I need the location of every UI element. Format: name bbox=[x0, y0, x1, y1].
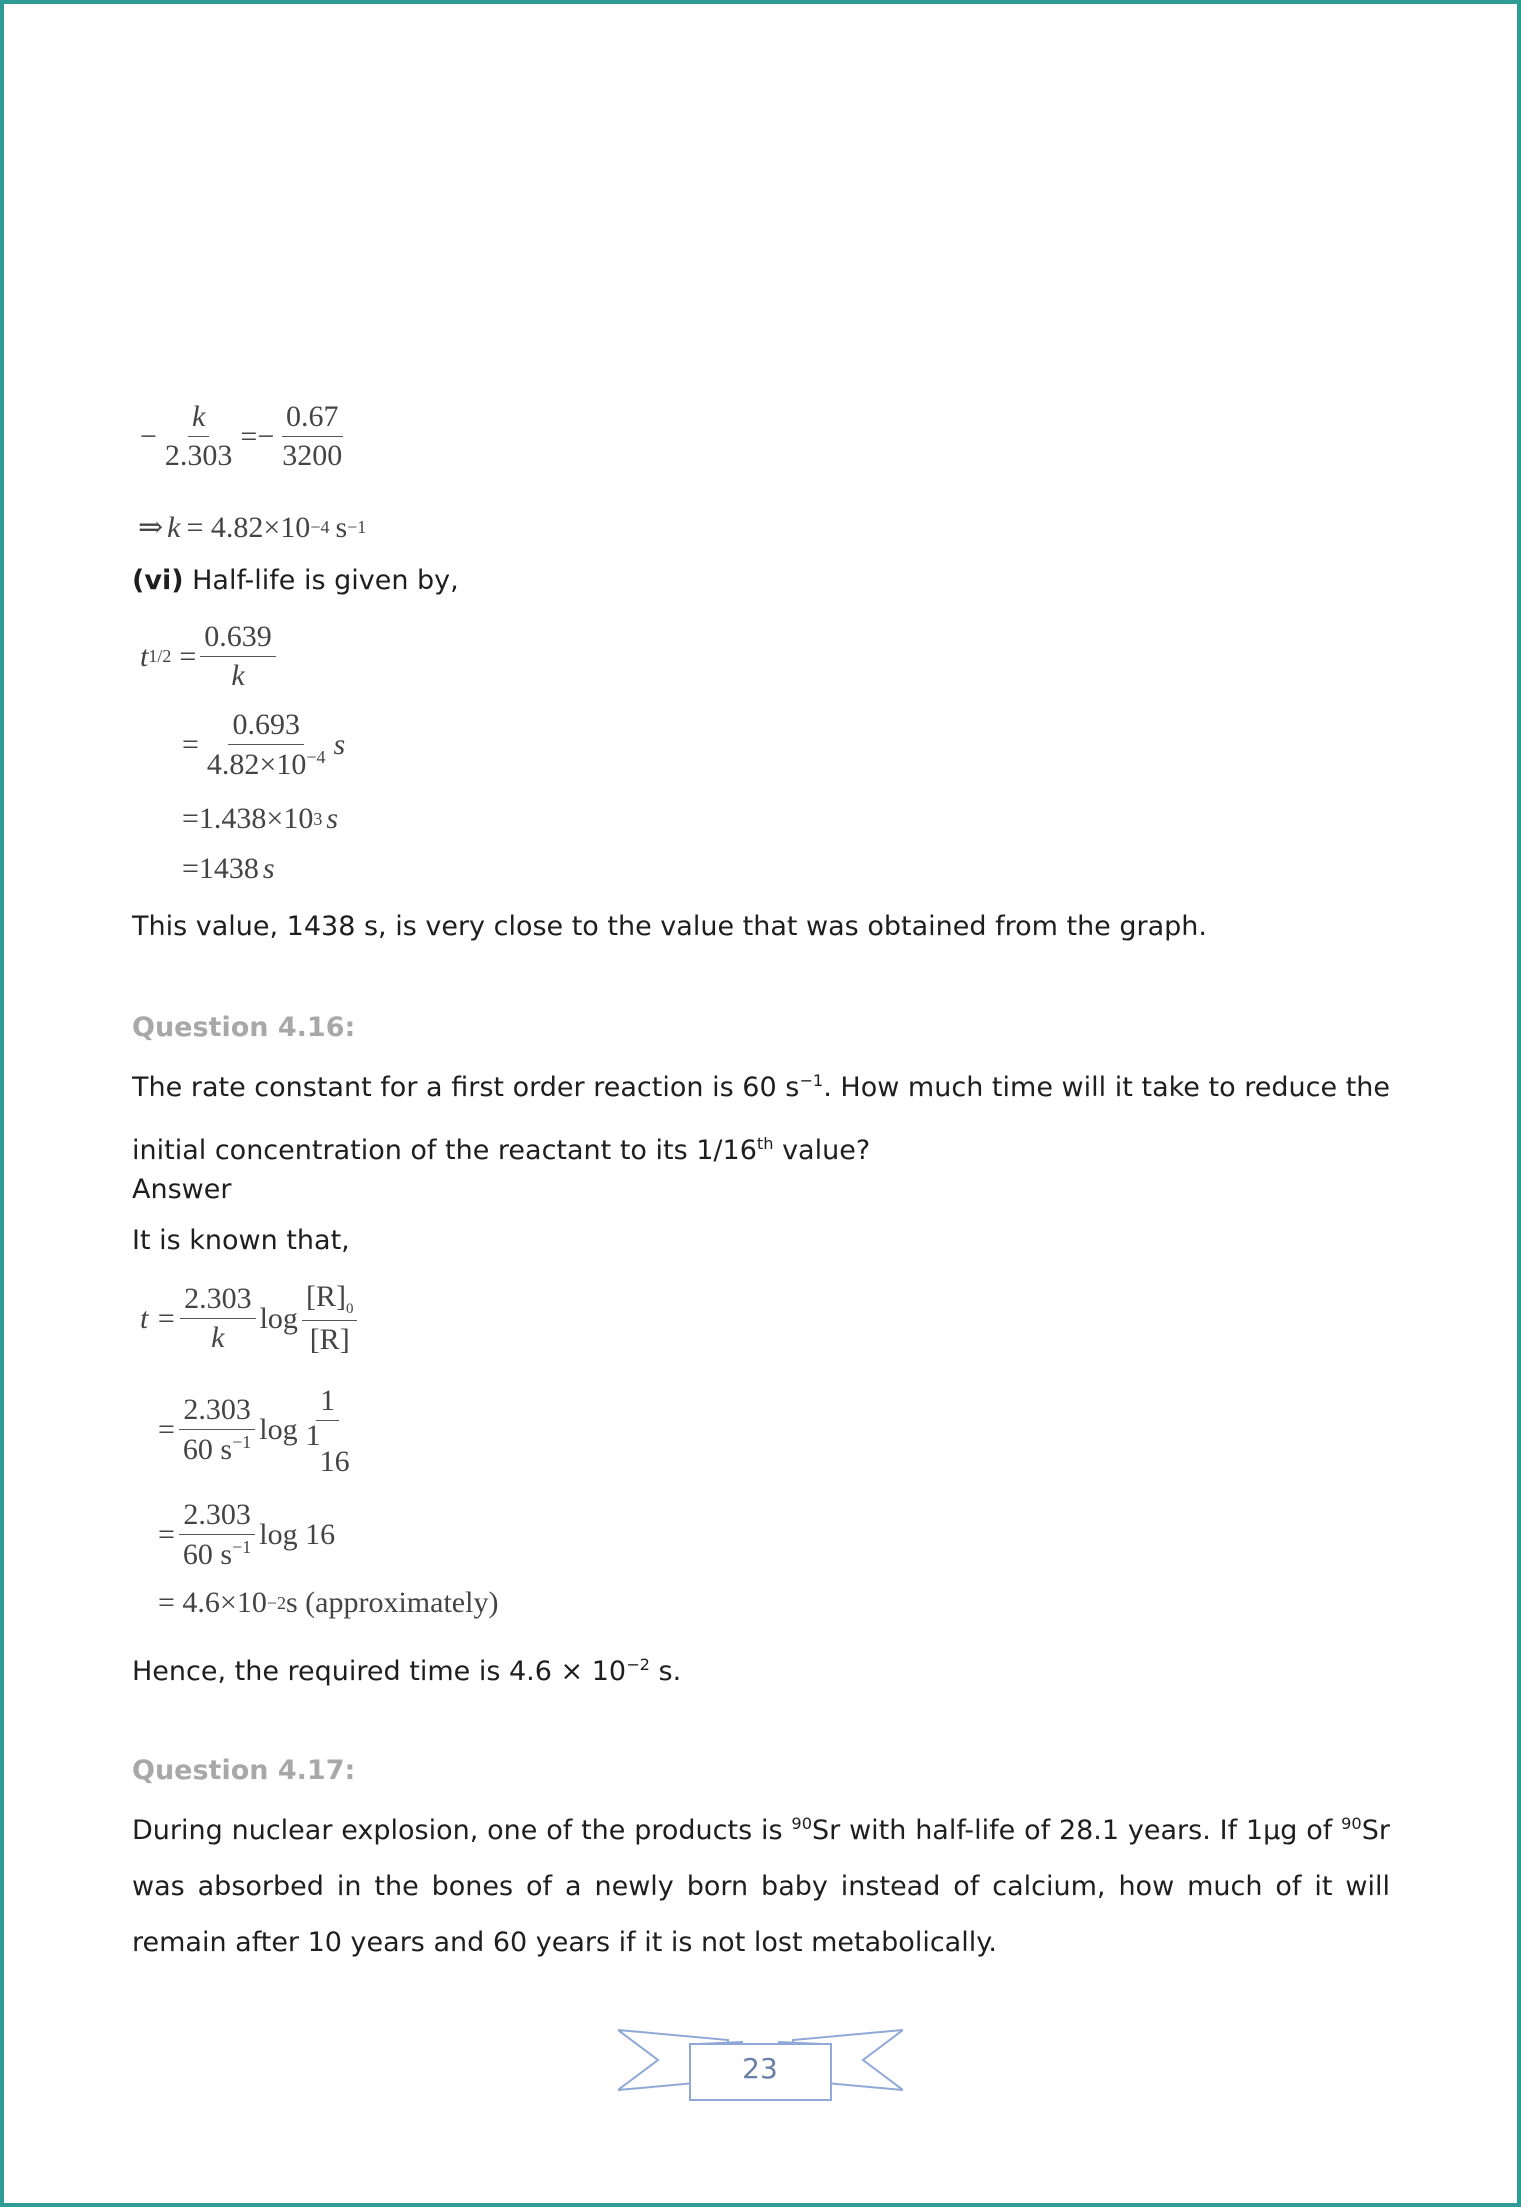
equation-time-formula: t = $\frac{2.303}{k}$ log $\frac{[R]_0}{[R]}$ bbox=[140, 1280, 361, 1357]
answer-intro: It is known that, bbox=[132, 1225, 350, 1256]
result-text: Hence, the required time is $4.6 \times 10^{-2}$ s. bbox=[132, 1655, 682, 1687]
equation-time-result: = 4.6×10 −2 s (approximately) bbox=[158, 1586, 499, 1619]
question-heading-4-17: Question 4.17: bbox=[132, 1755, 356, 1786]
equation-halflife-definition: t 1/2 = $\frac{0.639}{k}$ bbox=[140, 620, 280, 693]
question-text-4-16: The rate constant for a first order reaction is 60 $s^{-1}$. How much time will it take to reduce the initial concentration of the reactant to its 1/16th value? bbox=[132, 1071, 1391, 1166]
equation-halflife-substitution: = $\frac{0.693}{4.82\times 10^{-4}}$ s bbox=[182, 708, 346, 781]
equation-time-substitution: = $\frac{2.303}{60 s^{-1}}$ log 1 1 16 bbox=[158, 1384, 350, 1478]
page-number: 23 bbox=[742, 2052, 778, 2085]
question-heading-4-16: Question 4.16: bbox=[132, 1012, 356, 1043]
equation-rate-slope: − $\frac{k}{2.303}$ =− $\frac{0.67}{3200}$ bbox=[140, 400, 343, 472]
equation-time-simplified: = $\frac{2.303}{60 s^{-1}}$ log 16 bbox=[158, 1498, 336, 1571]
answer-label: Answer bbox=[132, 1174, 232, 1205]
equation-halflife-result: =1438 s bbox=[182, 852, 275, 885]
equation-k-value: ⇒ k = 4.82×10 −4 s −1 bbox=[138, 510, 367, 544]
equation-halflife-scientific: =1.438×10 3 s bbox=[182, 802, 339, 835]
part-vi-label: (vi) Half-life is given by, bbox=[132, 565, 459, 596]
conclusion-text: This value, 1438 s, is very close to the value that was obtained from the graph. bbox=[132, 911, 1207, 942]
question-text-4-17: During nuclear explosion, one of the products is $^{90}$Sr with half-life of 28.1 years. If 1µg of $^{90}$Sr was absorbed in the bones of a newly born baby instead of calcium, how much of it will remain after 10 years and 60 years if it is not lost metabolically. bbox=[132, 1814, 1390, 1958]
